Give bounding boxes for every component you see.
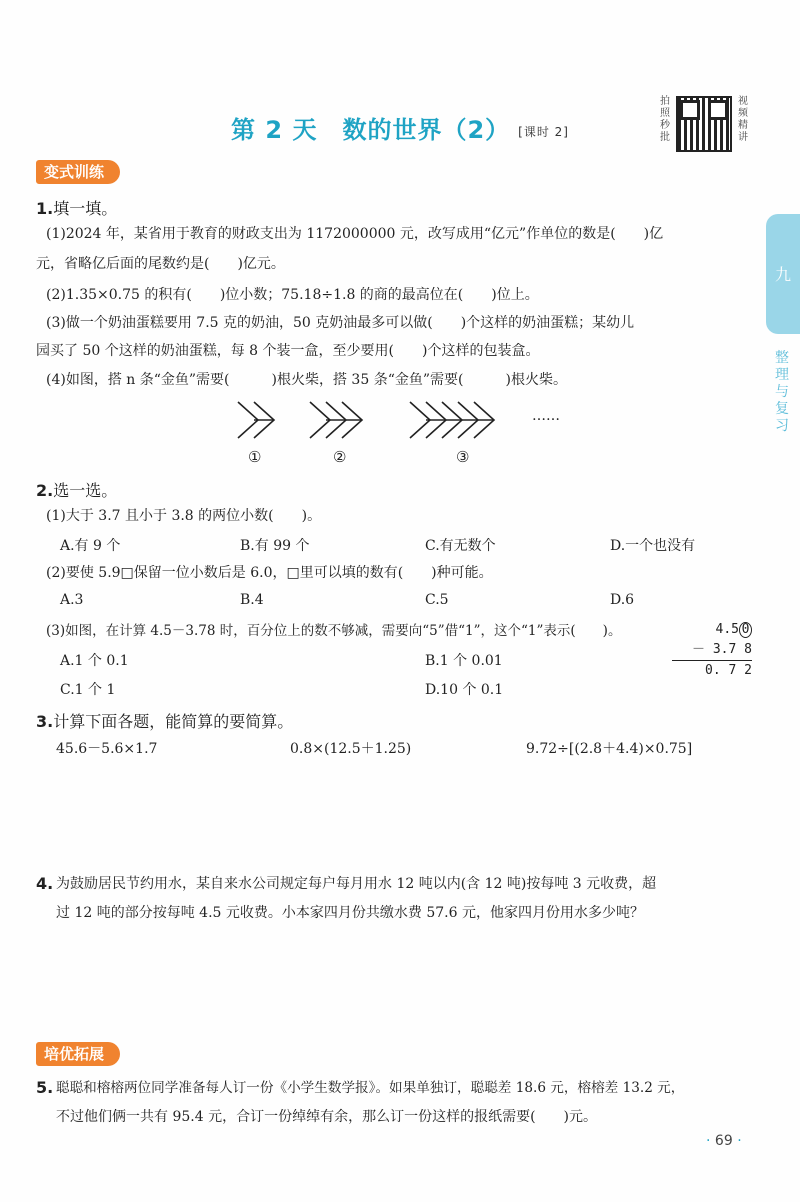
q2-sub-1: (1)大于 3.7 且小于 3.8 的两位小数( )。 bbox=[46, 508, 322, 524]
q2-1-option-d[interactable]: D.一个也没有 bbox=[610, 538, 696, 554]
section-badge-advanced: 培优拓展 bbox=[36, 1042, 120, 1066]
q3-expression-2: 0.8×(12.5＋1.25) bbox=[290, 741, 412, 757]
figure-label-3: ③ bbox=[456, 448, 470, 466]
chapter-tab-label: 九 bbox=[774, 265, 791, 284]
q2-2-option-a[interactable]: A.3 bbox=[60, 592, 84, 608]
q2-3-option-d[interactable]: D.10 个 0.1 bbox=[425, 682, 504, 698]
question-4-heading bbox=[36, 874, 53, 893]
q2-3-option-b[interactable]: B.1 个 0.01 bbox=[425, 653, 503, 669]
q3-expression-3: 9.72÷[(2.8＋4.4)×0.75] bbox=[526, 741, 693, 757]
qr-right-caption: 视频精讲 bbox=[738, 96, 748, 143]
q2-2-option-b[interactable]: B.4 bbox=[240, 592, 264, 608]
q4-line-2: 过 12 吨的部分按每吨 4.5 元收费。小本家四月份共缴水费 57.6 元，他家四月份用水多少吨？ bbox=[56, 905, 644, 921]
question-text: 填一填。 bbox=[53, 199, 118, 218]
q2-sub-2: (2)要使 5.9□保留一位小数后是 6.0，□里可以填的数有( )种可能。 bbox=[46, 565, 493, 581]
q1-line-1: (1)2024 年，某省用于教育的财政支出为 1172000000 元，改写成用“亿元”作单位的数是( )亿 bbox=[46, 226, 664, 242]
question-1-heading bbox=[36, 196, 117, 219]
q1-line-2: 元，省略亿后面的尾数约是( )亿元。 bbox=[36, 256, 285, 272]
question-text: 选一选。 bbox=[53, 481, 118, 500]
question-number: 4. bbox=[36, 874, 54, 893]
question-number: 2. bbox=[36, 481, 54, 500]
subtrahend-row: － 3.7 8 bbox=[692, 642, 752, 657]
question-2-heading bbox=[36, 478, 117, 501]
lesson-tag: [课时 2] bbox=[518, 124, 569, 139]
page-dot-right: · bbox=[737, 1133, 742, 1149]
goldfish-figure bbox=[228, 396, 568, 448]
vertical-subtraction bbox=[672, 620, 752, 681]
figure-label-2: ② bbox=[333, 448, 347, 466]
q2-2-option-c[interactable]: C.5 bbox=[425, 592, 449, 608]
q1-line-6: (4)如图，搭 n 条“金鱼”需要( )根火柴，搭 35 条“金鱼”需要( )根火柴。 bbox=[46, 372, 567, 388]
q2-1-option-b[interactable]: B.有 99 个 bbox=[240, 538, 310, 554]
qr-left-caption: 拍照秒批 bbox=[660, 96, 670, 143]
figure-label-1: ① bbox=[248, 448, 262, 466]
minuend: 4.5 bbox=[715, 622, 739, 637]
q2-3-option-a[interactable]: A.1 个 0.1 bbox=[60, 653, 129, 669]
question-number: 3. bbox=[36, 712, 54, 731]
question-text: 计算下面各题，能简算的要简算。 bbox=[53, 712, 294, 731]
q2-2-option-d[interactable]: D.6 bbox=[610, 592, 635, 608]
question-5-heading bbox=[36, 1078, 53, 1097]
minuend-row bbox=[672, 620, 752, 640]
q1-line-5: 园买了 50 个这样的奶油蛋糕，每 8 个装一盒，至少要用( )个这样的包装盒。 bbox=[36, 343, 540, 359]
question-number: 1. bbox=[36, 199, 54, 218]
q1-line-3: (2)1.35×0.75 的积有( )位小数；75.18÷1.8 的商的最高位在( )位上。 bbox=[46, 287, 539, 303]
chapter-side-text: 整理与复习 bbox=[775, 350, 789, 434]
q5-line-1: 聪聪和榕榕两位同学准备每人订一份《小学生数学报》。如果单独订，聪聪差 18.6 元，榕榕差 13.2 元， bbox=[56, 1080, 685, 1096]
q2-1-option-a[interactable]: A.有 9 个 bbox=[60, 538, 121, 554]
difference-row: 0. 7 2 bbox=[672, 660, 752, 681]
q2-3-option-c[interactable]: C.1 个 1 bbox=[60, 682, 116, 698]
borrowed-digit: 0 bbox=[739, 622, 752, 638]
title-text: 第 2 天 数的世界（2） bbox=[231, 116, 511, 144]
q1-line-4: (3)做一个奶油蛋糕要用 7.5 克的奶油，50 克奶油最多可以做( )个这样的奶油蛋糕；某幼儿 bbox=[46, 315, 635, 331]
chapter-tab bbox=[766, 214, 800, 334]
page-number bbox=[706, 1133, 742, 1149]
page-dot-left: · bbox=[706, 1133, 711, 1149]
figure-ellipsis: …… bbox=[532, 408, 560, 424]
q2-1-option-c[interactable]: C.有无数个 bbox=[425, 538, 496, 554]
qr-code-icon[interactable] bbox=[676, 96, 732, 152]
question-number: 5. bbox=[36, 1078, 54, 1097]
q4-line-1: 为鼓励居民节约用水，某自来水公司规定每户每月用水 12 吨以内(含 12 吨)按每吨 3 元收费，超 bbox=[56, 876, 657, 892]
q2-sub-3: (3)如图，在计算 4.5－3.78 时，百分位上的数不够减，需要向“5”借“1”，这个“1”表示( )。 bbox=[46, 623, 622, 639]
section-badge-practice: 变式训练 bbox=[36, 160, 120, 184]
question-3-heading bbox=[36, 709, 293, 732]
q3-expression-1: 45.6－5.6×1.7 bbox=[56, 741, 158, 757]
page-number-text: 69 bbox=[714, 1133, 733, 1149]
q5-line-2: 不过他们俩一共有 95.4 元，合订一份绰绰有余，那么订一份这样的报纸需要( )元。 bbox=[56, 1109, 597, 1125]
